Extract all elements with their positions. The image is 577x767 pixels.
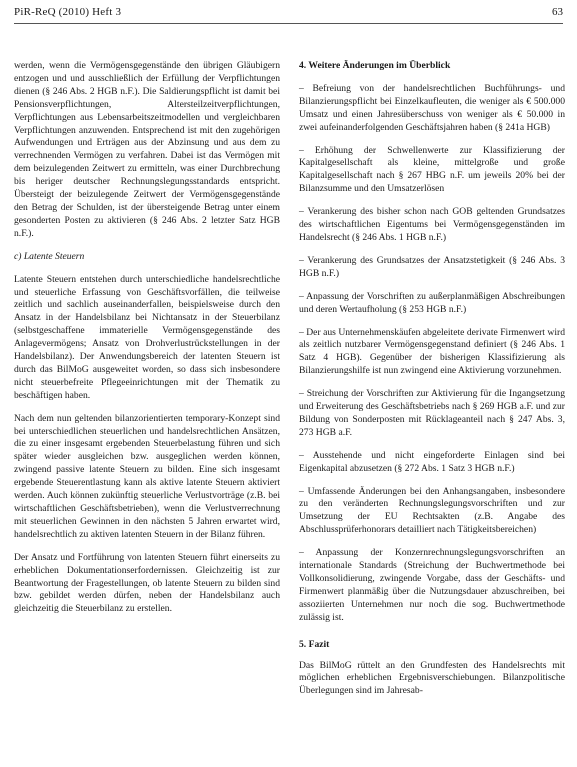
changes-list: [299, 83, 565, 625]
list-item: – Ausstehende und nicht eingeforderte Einlagen sind bei Eigenkapital abzusetzen (§ 272 Abs. 1 Satz 3 HGB n.F.): [299, 449, 565, 474]
list-item: – Verankerung des bisher schon nach GOB geltenden Grundsatzes des wirtschaftlichen Eigentums bei Vermögensgegenständen im Handelsrecht (§ 246 Abs. 1 HGB n.F.): [299, 206, 565, 243]
list-item: – Anpassung der Vorschriften zu außerplanmäßigen Abschreibungen und deren Wertaufholung (§ 253 HGB n.F.): [299, 290, 565, 315]
section-heading-weitere-aenderungen: 4. Weitere Änderungen im Überblick: [299, 60, 451, 71]
section-heading-fazit: 5. Fazit: [299, 638, 330, 650]
list-item: – Anpassung der Konzernrechnungslegungsvorschriften an internationale Standards (Streichung der Buchwertmethode bei Vollkonsolidierung, zwingende Vorgabe, dass der Geschäfts- und Firmenwert planmäßig über die Nutzungsdauer abzuschreiben, bei assoziierten Unternehmen nur noch die sog. Buchwertmethode zulässig ist.: [299, 547, 565, 623]
paragraph-dokumentation: Der Ansatz und Fortführung von latenten Steuern führt einerseits zu erheblichen Dokumentationserfordernissen. Gleichzeitig ist zur Beantwortung der Fragestellungen, ob latente Steuern zu bilden sind bzw. gebildet werden dürfen, neben der Handelsbilanz auch gleichzeitig die Steuerbilanz zu erstellen.: [14, 551, 280, 615]
list-item: – Streichung der Vorschriften zur Aktivierung für die Ingangsetzung und Erweiterung des Geschäftsbetriebs nach § 269 HGB a.F. und zur Bildung von Sonderposten mit Rücklageanteil nach § 247 Abs. 3, 273 HGB a.F.: [299, 388, 565, 438]
paragraph-temporary-konzept: Nach dem nun geltenden bilanzorientierten temporary-Konzept sind bei unterschiedlichen steuerlichen und handelsrechtlichen Ansätzen, die zu einer insgesamt ergebenden Steuerbelastung führen und sich später wieder ausgleichen bzw. ausgeglichen werden können, zwingend passive latente Steuern zu bilden. Eine sich insgesamt ergebende Steuerentlastung kann als aktive latente Steuern aktiviert werden. Auch können zukünftig steuerliche Verlustvorträge (z.B. bei wirtschaftlichen Geschäftsbetrieben), wenn die Verlustverrechnung mit steuerlichen Gewinnen in den nächsten 5 Jahren erwartet wird, handelsrechtlich zu aktiven latenten Steuern in der Bilanz führen.: [14, 412, 280, 540]
list-item: – Befreiung von der handelsrechtlichen Buchführungs- und Bilanzierungspflicht bei Einzelkaufleuten, die weniger als € 500.000 Umsatz und einen Jahresüberschuss von weniger als € 50.000 in zwei aufeinanderfolgenden Geschäftsjahren haben (§ 241a HGB): [299, 82, 565, 133]
header-rule: [14, 23, 563, 24]
list-item: – Der aus Unternehmenskäufen abgeleitete derivate Firmenwert wird als zeitlich nutzbarer Vermögensgegenstand definiert (§ 246 Abs. 1 Satz 4 HGB). Gegenüber der bisherigen Klassifizierung als Bilanzierungshilfe ist nun zwingend eine Aktivierung vorzunehmen.: [299, 326, 565, 377]
continuation-paragraph: werden, wenn die Vermögensgegenstände den übrigen Gläubigern entzogen und und ausschließlich der Erfüllung der Verpflichtungen dienen (§ 246 Abs. 2 HGB n.F.). Die Saldierungspflicht ist damit bei Pensionsverpflichtungen, Altersteilzeitverpflichtungen, Verpflichtungen aus Lebensarbeitszeitmodellen und vergleichbaren Verpflichtungen anzuwenden. Entsprechend ist mit den zugehörigen Aufwendungen und Erträgen aus der Abzinsung und aus dem zu verrechnenden Vermögen zu verfahren. Dabei ist das Vermögen mit dem beizulegenden Zeitwert zu ermitteln, was einer Durchbrechung bis heriger deutscher Rechnungslegungsstandards entspricht. Übersteigt der beizulegende Zeitwert der Vermögensgegenstände den Betrag der Schulden, ist der übersteigende Betrag unter einem gesonderten Posten zu aktivieren (§ 246 Abs. 2 letzter Satz HGB n.F.).: [14, 60, 280, 239]
list-item: – Verankerung des Grundsatzes der Ansatzstetigkeit (§ 246 Abs. 3 HGB n.F.): [299, 254, 565, 279]
right-column: [299, 60, 565, 708]
running-title: PiR-ReQ (2010) Heft 3: [14, 6, 122, 18]
list-item: – Erhöhung der Schwellenwerte zur Klassifizierung der Kapitalgesellschaft als kleine, mittelgroße und große Kapitalgesellschaft nach § 267 HBG n.F. um jeweils 20% bei der Bilanzsumme und den Umsatzerlösen: [299, 144, 565, 195]
paragraph-latente-steuern-intro: Latente Steuern entstehen durch unterschiedliche handelsrechtliche und steuerliche Erfassung von Geschäftsvorfällen, die teilweise zeitlich und sachlich auseinanderfallen, beispielsweise durch den Ansatz in der Handelsbilanz bei Nichtansatz in der Steuerbilanz (selbstgeschaffene immaterielle Vermögensgegenstände des Anlagevermögens; Ansatz von Drohverlustrückstellungen in der Handelsbilanz). Der Anwendungsbereich der latenten Steuern ist durch das BilMoG ausgeweitet worden, so dass sich insbesondere nicht steuerbefreite Pflegeeinrichtungen mit der Thematik zu beschäftigen haben.: [14, 273, 280, 401]
page-header: [14, 6, 563, 24]
left-column: [14, 60, 280, 626]
list-item: – Umfassende Änderungen bei den Anhangsangaben, insbesondere zu den veränderten Rechnungslegungsvorschriften und zur Umsetzung der EU Rechtsakten (z.B. Angabe des Abschlussprüferhonorars detailliert nach Tätigkeitsbereichen): [299, 485, 565, 536]
paragraph-fazit: Das BilMoG rüttelt an den Grundfesten des Handelsrechts mit möglichen erheblichen Ergebnisverschiebungen. Bilanzpolitische Überlegungen sind im Jahresab-: [299, 659, 565, 697]
subsection-heading-latente-steuern: c) Latente Steuern: [14, 250, 85, 262]
page-number: 63: [552, 6, 563, 18]
